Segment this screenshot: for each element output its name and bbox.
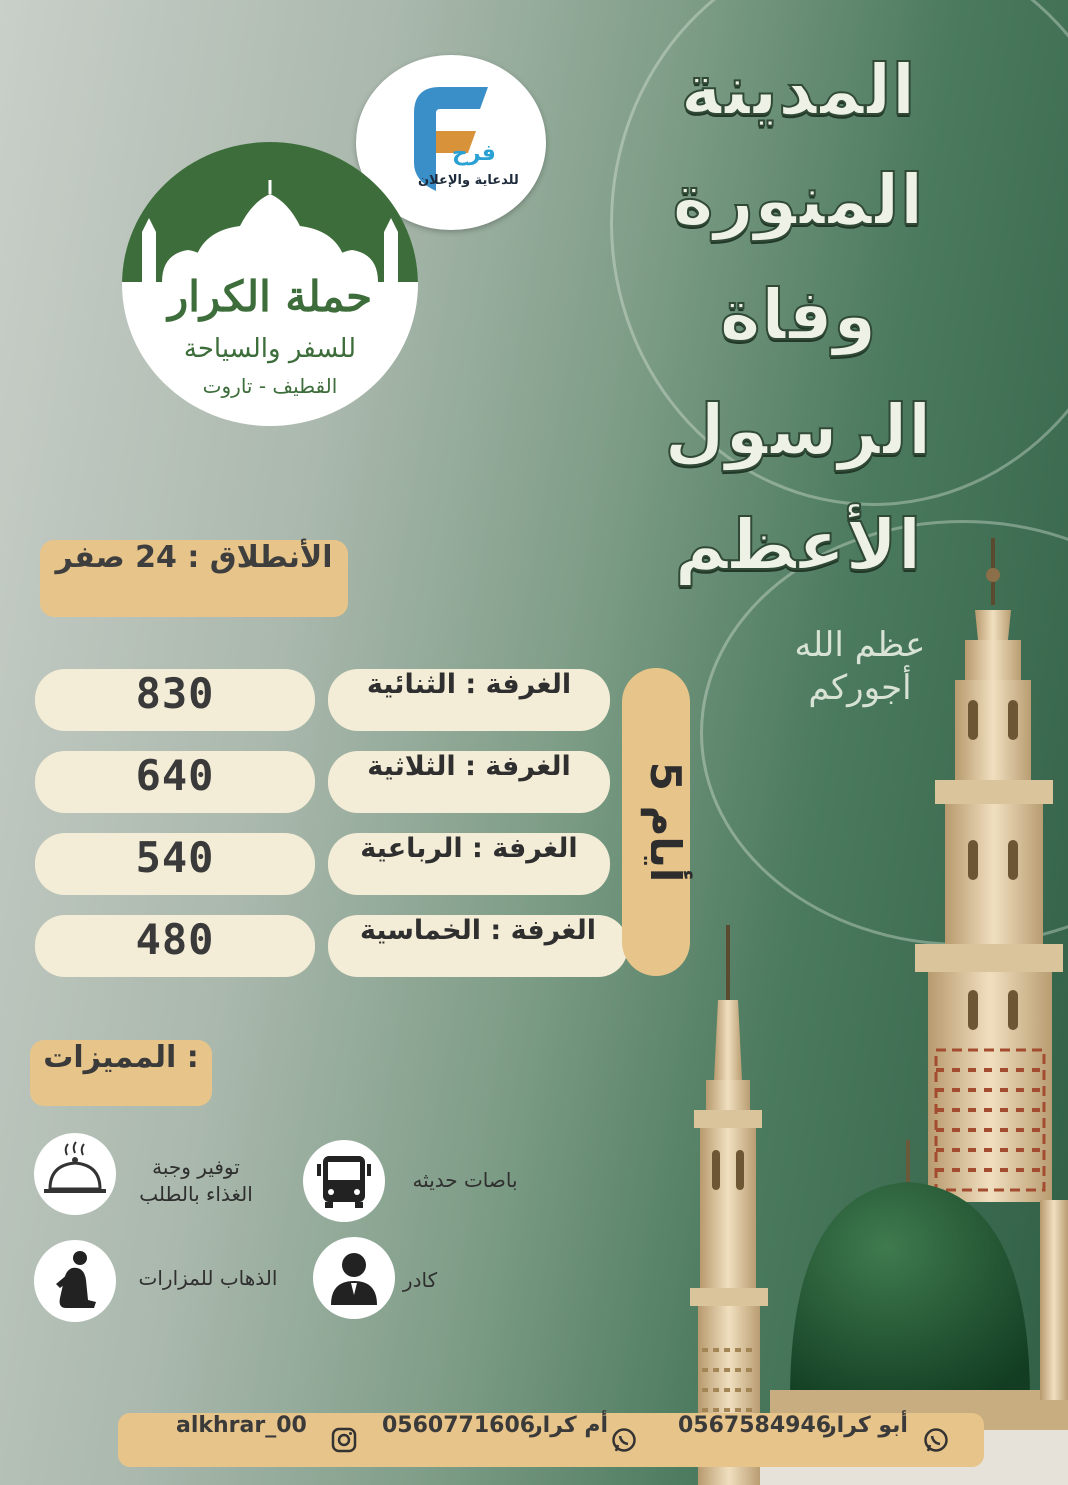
headline-line: الأعظم (674, 504, 922, 586)
feature-staff: كادر (402, 1268, 438, 1292)
logo-subtitle: للسفر والسياحة (183, 334, 357, 364)
headline-line: الرسول (664, 389, 932, 471)
brand-name: فرح (452, 141, 496, 166)
room-price: 830 (35, 669, 315, 731)
condolence-line: عظم الله (794, 625, 926, 665)
room-label: الغرفة : الثلاثية (328, 751, 610, 813)
headline-line: المدينة (680, 49, 916, 131)
instagram-handle[interactable]: alkhrar_00 (176, 1413, 307, 1438)
food-tray-icon (34, 1133, 116, 1215)
contact-name: أبو كرار (824, 1413, 908, 1438)
condolence-line: أجوركم (808, 668, 912, 708)
room-label: الغرفة : الثنائية (328, 669, 610, 731)
brand-tagline: للدعاية والإعلان (418, 173, 519, 188)
feature-meal-line1: توفير وجبة (152, 1155, 240, 1179)
praying-person-icon (34, 1240, 116, 1322)
duration-text: 5 أيام (641, 761, 690, 883)
feature-meal-line2: الغذاء بالطلب (139, 1182, 253, 1206)
contact-name: أم كرار (530, 1413, 609, 1438)
logo-title: حملة الكرار (167, 272, 373, 321)
instagram-icon (330, 1426, 358, 1454)
duration-badge (622, 668, 690, 976)
person-icon (313, 1237, 395, 1319)
room-price: 640 (35, 751, 315, 813)
whatsapp-icon (610, 1426, 638, 1454)
contact-bar (118, 1413, 984, 1467)
departure-badge: الأنطلاق : 24 صفر (40, 540, 348, 617)
headline-line: وفاة (719, 274, 877, 356)
headline-line: المنورة (672, 159, 924, 241)
phone-number[interactable]: 0560771606 (382, 1413, 536, 1438)
feature-visits: الذهاب للمزارات (138, 1266, 278, 1290)
features-title: المميزات : (30, 1040, 212, 1106)
bus-icon (303, 1140, 385, 1222)
logo-location: القطيف - تاروت (202, 374, 338, 398)
phone-number[interactable]: 0567584946 (678, 1413, 832, 1438)
whatsapp-icon (922, 1426, 950, 1454)
room-price: 480 (35, 915, 315, 977)
room-label: الغرفة : الرباعية (328, 833, 610, 895)
room-price: 540 (35, 833, 315, 895)
campaign-logo (122, 142, 418, 426)
feature-buses: باصات حديثه (412, 1168, 518, 1192)
room-label: الغرفة : الخماسية (328, 915, 628, 977)
